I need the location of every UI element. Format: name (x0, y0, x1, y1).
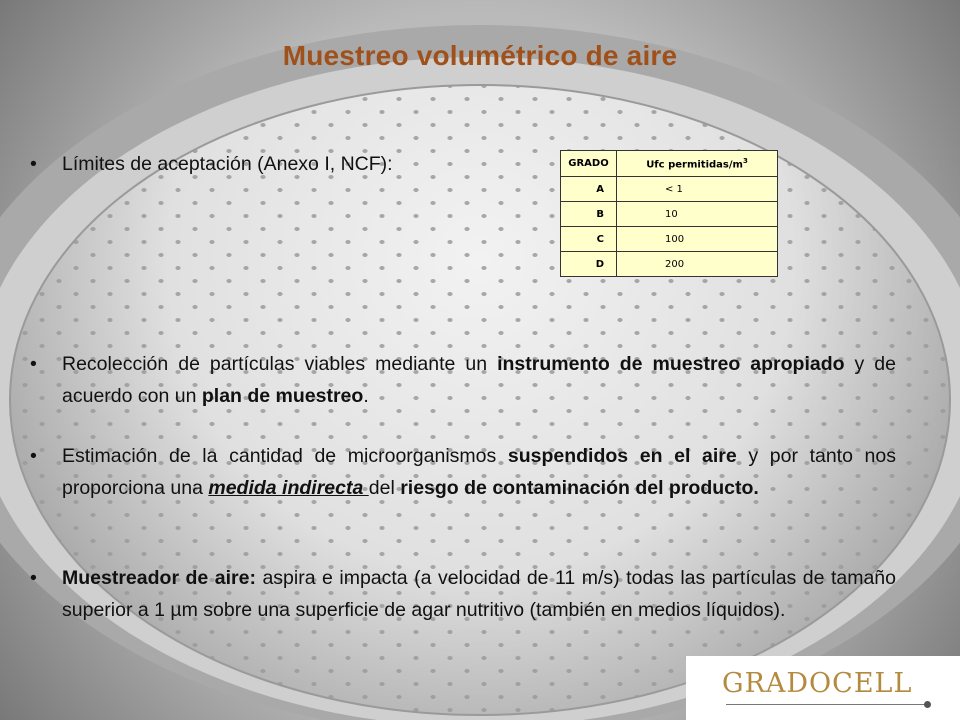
header-ufc-label: Ufc permitidas/m (646, 159, 743, 171)
bullet-text: Límites de aceptación (Anexo I, NCF): (62, 153, 393, 175)
logo-underline (726, 704, 926, 705)
bullet-air-sampler (30, 562, 896, 626)
logo-dot (924, 701, 931, 708)
grades-table (560, 150, 778, 277)
slide-title: Muestreo volumétrico de aire (282, 40, 678, 71)
bold-run: riesgo de contaminación del producto. (400, 477, 759, 499)
table-row (561, 202, 778, 227)
text-run: Recolección de partículas viables mediante un (62, 353, 498, 375)
table-row (561, 252, 778, 277)
bullet-dot: • (30, 353, 37, 375)
underlined-run: medida indirecta (208, 477, 369, 499)
grade-cell: D (561, 252, 617, 277)
bullet-dot: • (30, 153, 37, 175)
text-run: del (368, 477, 401, 499)
bullet-text (62, 348, 896, 412)
table-row (561, 227, 778, 252)
ufc-cell: 100 (617, 227, 778, 252)
header-ufc-exponent: 3 (742, 156, 748, 165)
gradocell-logo (686, 656, 960, 720)
table-row (561, 177, 778, 202)
bold-run: plan de muestreo (201, 385, 364, 407)
grade-cell: C (561, 227, 617, 252)
text-run: . (363, 385, 369, 407)
grade-cell: B (561, 202, 617, 227)
grade-cell: A (561, 177, 617, 202)
ufc-cell: 10 (617, 202, 778, 227)
logo-text: GRADOCELL (722, 668, 913, 699)
header-grade: GRADO (561, 151, 617, 177)
text-run: y por tanto nos proporciona una (62, 445, 897, 499)
bold-run: instrumento de muestreo apropiado (497, 353, 845, 375)
text-run: Estimación de la cantidad de microorganismos (62, 445, 508, 467)
table-header-row (561, 151, 778, 177)
bullet-dot: • (30, 445, 37, 467)
header-ufc (617, 151, 778, 177)
text-run: aspira e impacta (a velocidad de 11 m/s) todas las partículas de tamaño superior a 1 µm sobre una superficie de agar nutritivo (también en medios líquidos). (62, 567, 896, 621)
text-run: y de acuerdo con un (62, 353, 896, 407)
bullet-estimation (30, 440, 896, 504)
bullet-dot: • (30, 567, 37, 589)
bullet-particle-collection (30, 348, 896, 412)
bold-run: suspendidos en el aire (507, 445, 737, 467)
bullet-acceptance-limits (30, 148, 510, 180)
bullet-text (62, 440, 896, 504)
bold-run: Muestreador de aire: (62, 567, 256, 589)
ufc-cell: < 1 (617, 177, 778, 202)
ufc-cell: 200 (617, 252, 778, 277)
bullet-text (62, 562, 896, 626)
